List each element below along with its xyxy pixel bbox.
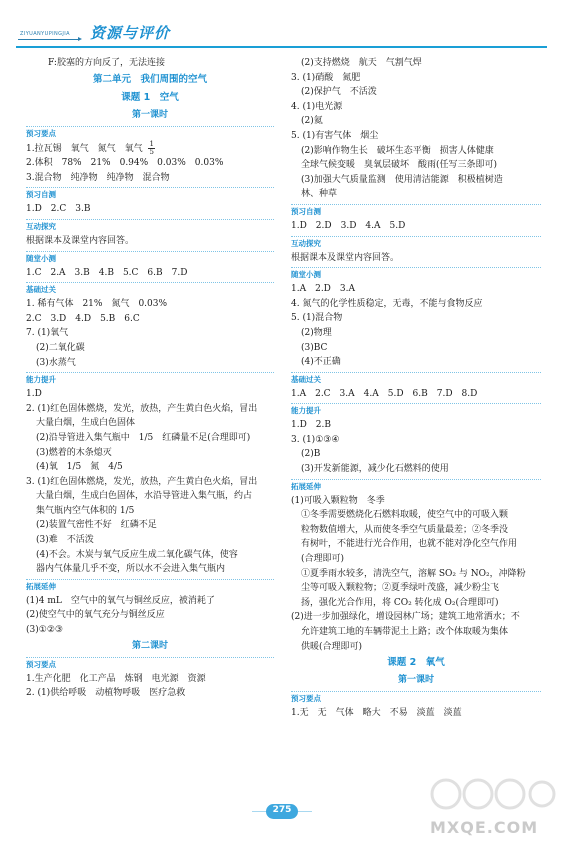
lesson-title: 第一课时 bbox=[131, 109, 168, 120]
topic-title: 课题 2 氧气 bbox=[387, 657, 445, 669]
section-heading: 预习要点 bbox=[26, 126, 274, 141]
text-line: 1.A 2.D 3.A bbox=[291, 284, 355, 295]
text-line: 大量白烟，生成白色固体，水沿导管进入集气瓶，约占 bbox=[36, 491, 253, 502]
header-small-text: ZIYUANYUPINGJIA bbox=[20, 31, 70, 37]
text-line: (3)难 不活泼 bbox=[36, 535, 94, 546]
text-line: (4)不正确 bbox=[301, 357, 341, 368]
text-line: 1.无 无 气体 略大 不易 淡蓝 淡蓝 bbox=[291, 708, 462, 719]
text-line: 4. 氮气的化学性质稳定，无毒，不能与食物反应 bbox=[291, 298, 483, 309]
text-line: (合理即可) bbox=[301, 554, 345, 565]
text-line: 1.C 2.A 3.B 4.B 5.C 6.B 7.D bbox=[26, 267, 188, 278]
left-column bbox=[26, 56, 274, 701]
answer-text: 1.拉瓦锡 氧气 氮气 氧气 bbox=[26, 143, 143, 154]
section-heading: 互动探究 bbox=[291, 236, 541, 251]
text-line: (2)支持燃烧 航天 气割气焊 bbox=[301, 58, 422, 68]
text-line: 1.D 2.B bbox=[291, 420, 332, 431]
section-heading: 互动探究 bbox=[26, 219, 274, 234]
text-line: (1)可吸入颗粒物 冬季 bbox=[291, 495, 385, 506]
text-line: 2. (1)供给呼吸 动植物呼吸 医疗急救 bbox=[26, 688, 186, 699]
text-line: 5. (1)混合物 bbox=[291, 313, 343, 324]
text-line: 1.D 2.C 3.B bbox=[26, 204, 91, 215]
text-line: 3.混合物 纯净物 纯净物 混合物 bbox=[26, 172, 170, 183]
topic-title: 课题 1 空气 bbox=[121, 91, 179, 103]
text-line: (2)沿导管进入集气瓶中 1/5 红磷量不足(合理即可) bbox=[36, 432, 251, 443]
text-line: 2.体积 78% 21% 0.94% 0.03% 0.03% bbox=[26, 158, 224, 169]
text-line: 林、种草 bbox=[301, 189, 338, 200]
text-line: 4. (1)电光源 bbox=[291, 101, 343, 112]
text-line: 允许建筑工地的车辆带泥土上路；改个体取暖为集体 bbox=[301, 627, 509, 637]
text-line: 1. 稀有气体 21% 氮气 0.03% bbox=[26, 299, 168, 310]
text-line: (2)物理 bbox=[301, 327, 332, 338]
text-line: (4)氧 1/5 氮 4/5 bbox=[36, 462, 123, 473]
text-line: (1)4 mL 空气中的氧气与铜丝反应，被消耗了 bbox=[26, 595, 215, 606]
text-line: 尘等可吸入颗粒物；②夏季绿叶茂盛，减少粉尘飞 bbox=[301, 583, 500, 594]
section-heading: 基础过关 bbox=[291, 372, 541, 387]
text-line: (4)不会。木炭与氧气反应生成二氧化碳气体，使容 bbox=[36, 549, 238, 560]
text-line: 有树叶，不能进行光合作用，也就不能对净化空气作用 bbox=[301, 539, 518, 550]
lesson-title: 第一课时 bbox=[397, 675, 434, 686]
text-line: 根据课本及课堂内容回答。 bbox=[291, 252, 400, 263]
section-heading: 能力提升 bbox=[26, 372, 274, 387]
text-line: 1.D 2.D 3.D 4.A 5.D bbox=[291, 220, 406, 231]
section-heading: 随堂小测 bbox=[26, 251, 274, 266]
text-line: 3. (1)硝酸 氮肥 bbox=[291, 72, 361, 83]
section-heading: 预习自测 bbox=[291, 204, 541, 219]
unit-title: 第二单元 我们周围的空气 bbox=[92, 73, 207, 85]
text-line: 大量白烟，生成白色固体 bbox=[36, 418, 136, 429]
text-line: (2)使空气中的氧气充分与铜丝反应 bbox=[26, 610, 165, 621]
text-line: (3)开发新能源，减少化石燃料的使用 bbox=[301, 464, 449, 475]
header-arrow-icon bbox=[18, 39, 80, 40]
text-line: 2. (1)红色固体燃烧，发光，放热，产生黄白色火焰，冒出 bbox=[26, 403, 258, 414]
text-line: ①夏季雨水较多，清洗空气，溶解 SO₂ 与 NO₂，冲降粉 bbox=[301, 568, 526, 579]
section-heading: 拓展延伸 bbox=[26, 579, 274, 594]
text-line: 1.D bbox=[26, 389, 42, 400]
section-heading: 随堂小测 bbox=[291, 267, 541, 282]
text-line: 3. (1)①③④ bbox=[291, 434, 340, 445]
page-number: 275 bbox=[272, 805, 292, 815]
text-line: (2)进一步加强绿化，增设园林广场；建筑工地常洒水；不 bbox=[291, 612, 520, 623]
right-column bbox=[291, 56, 541, 721]
text-line: ①冬季需要燃烧化石燃料取暖，使空气中的可吸入颗 bbox=[301, 510, 509, 521]
text-line: 5. (1)有害气体 烟尘 bbox=[291, 130, 379, 141]
watermark-text: MXQE.COM bbox=[430, 818, 539, 837]
section-heading: 拓展延伸 bbox=[291, 479, 541, 494]
text-line: 集气瓶内空气体积的 1/5 bbox=[36, 505, 135, 516]
text-line: (2)装置气密性不好 红磷不足 bbox=[36, 520, 157, 531]
text-line: (3)①②③ bbox=[26, 625, 63, 636]
text-line: 1.A 2.C 3.A 4.A 5.D 6.B 7.D 8.D bbox=[291, 388, 478, 399]
text-line: 1.生产化肥 化工产品 炼钢 电光源 资源 bbox=[26, 673, 206, 684]
text-line: (2)影响作物生长 破坏生态平衡 损害人体健康 bbox=[301, 145, 494, 156]
text-line: (3)加强大气质量监测 使用清洁能源 积极植树造 bbox=[301, 174, 503, 185]
header-divider bbox=[16, 46, 547, 48]
text-line: 扬，强化光合作用，将 CO₂ 转化成 O₂(合理即可) bbox=[301, 597, 499, 608]
text-line: (2)B bbox=[301, 449, 321, 460]
text-line: (3)BC bbox=[301, 342, 328, 353]
text-line: (3)水蒸气 bbox=[36, 357, 76, 368]
text-line: 2.C 3.D 4.D 5.B 6.C bbox=[26, 313, 140, 324]
text-line: 器内气体量几乎不变，所以水不会进入集气瓶内 bbox=[36, 564, 226, 575]
header-title: 资源与评价 bbox=[90, 24, 171, 42]
header-logo bbox=[16, 20, 182, 46]
section-heading: 预习要点 bbox=[26, 657, 274, 672]
text-line: (3)燃着的木条熄灭 bbox=[36, 447, 112, 458]
section-heading: 能力提升 bbox=[291, 403, 541, 418]
text-line: 7. (1)氧气 bbox=[26, 328, 69, 339]
section-heading: 预习自测 bbox=[26, 187, 274, 202]
text-line: 3. (1)红色固体燃烧，发光，放热，产生黄白色火焰，冒出 bbox=[26, 476, 258, 487]
text-line: (2)二氧化碳 bbox=[36, 342, 85, 353]
text-line: 粒物数值增大，从而使冬季空气质量最差；②冬季没 bbox=[301, 524, 509, 535]
text-line: 全球气候变暖 臭氧层破坏 酸雨(任写三条即可) bbox=[301, 160, 498, 171]
text-line: 根据课本及课堂内容回答。 bbox=[26, 235, 135, 246]
text-line: (2)保护气 不活泼 bbox=[301, 87, 377, 98]
fraction: $\frac{1}{5}$ bbox=[149, 139, 154, 156]
text-line: 供暖(合理即可) bbox=[301, 641, 363, 652]
text-line: (2)氦 bbox=[301, 116, 323, 127]
text-line: F:胶塞的方向反了，无法连接 bbox=[48, 58, 165, 68]
section-heading: 预习要点 bbox=[291, 691, 541, 706]
text-line bbox=[26, 141, 274, 157]
section-heading: 基础过关 bbox=[26, 282, 274, 297]
lesson-title: 第二课时 bbox=[131, 640, 168, 651]
